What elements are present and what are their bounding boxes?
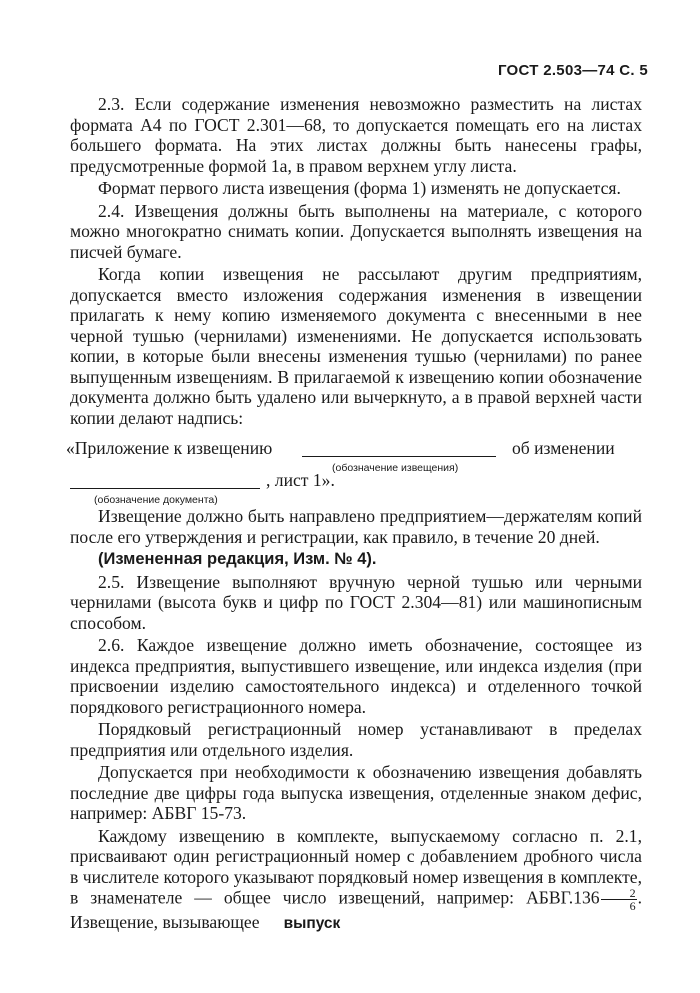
- fraction-numerator: 2: [601, 887, 637, 900]
- document-designation-caption: (обозначение документа): [94, 494, 218, 506]
- paragraph-format: Формат первого листа извещения (форма 1) изменять не допускается.: [98, 178, 621, 198]
- form-line1-right: об изменении: [512, 438, 615, 458]
- paragraph-copies: Когда копии извещения не рассылают другим предприятиям, допускается вместо изложения содержания изменения в извещении прилагать к нему копию изменяемого документа с внесенными в нее черной тушью (чернилами) изменениями. Не допускается использовать копии, в которые были внесены изменения тушью (чернилами) по ранее выпущенным извещениям. В прилагаемой к извещению копии обозначение документа должно быть удалено или вычеркнуто, а в правой верхней части копии делают надпись:: [70, 264, 642, 428]
- paragraph-2-3: 2.3. Если содержание изменения невозможно разместить на листах формата А4 по ГОСТ 2.301—68, то допускается помещать его на листах большего формата. На этих листах должны быть нанесены графы, предусмотренные формой 1а, в правом верхнем углу листа.: [70, 94, 642, 176]
- paragraph-sent: Извещение должно быть направлено предприятием—держателям копий после его утверждения и регистрации, как правило, в течение 20 дней.: [70, 506, 642, 547]
- form-line2-right: , лист 1».: [266, 470, 335, 490]
- form-line-notice: [66, 434, 642, 474]
- paragraph-year: Допускается при необходимости к обозначению извещения добавлять последние две цифры года выпуска извещения, отделенные знаком дефис, например: АБВГ 15-73.: [70, 762, 642, 823]
- document-body: [66, 94, 642, 935]
- document-designation-blank: [70, 488, 260, 489]
- running-header: ГОСТ 2.503—74 С. 5: [497, 62, 648, 79]
- notice-designation-caption: (обозначение извещения): [332, 462, 459, 474]
- paragraph-2-4: 2.4. Извещения должны быть выполнены на материале, с которого можно многократно снимать копии. Допускается выполнять извещения на писчей бумаге.: [70, 200, 642, 262]
- paragraph-regnum: Порядковый регистрационный номер устанавливают в пределах предприятия или отдельного изделия.: [70, 719, 642, 760]
- paragraph-2-5: 2.5. Извещение выполняют вручную черной тушью или черными чернилами (высота букв и цифр по ГОСТ 2.304—81) или машинописным способом.: [70, 571, 642, 633]
- fraction: [601, 887, 637, 912]
- paragraph-kit-last-word: выпуск: [283, 915, 341, 932]
- fraction-denominator: 6: [629, 899, 636, 913]
- paragraph-kit-text: Каждому извещению в комплекте, выпускаемому согласно п. 2.1, присваивают один регистрационный номер с добавлением дробного числа в числителе которого указывают порядковый номер извещения в комплекте, в знаменателе — общее число извещений, например: АБВГ.136: [70, 825, 642, 908]
- amended-note: (Измененная редакция, Изм. № 4).: [98, 550, 377, 568]
- paragraph-kit-end: . Извещение, вызывающее: [70, 887, 642, 932]
- form-line-document: [70, 468, 642, 506]
- form-line1-left: «Приложение к извещению: [66, 438, 273, 458]
- paragraph-kit: [70, 826, 642, 935]
- paragraph-2-6: 2.6. Каждое извещение должно иметь обозначение, состоящее из индекса предприятия, выпустившего извещение, или индекса изделия (при присвоении изделию самостоятельного индекса) и отделенного точкой порядкового регистрационного номера.: [70, 635, 642, 717]
- notice-designation-blank: [302, 456, 496, 457]
